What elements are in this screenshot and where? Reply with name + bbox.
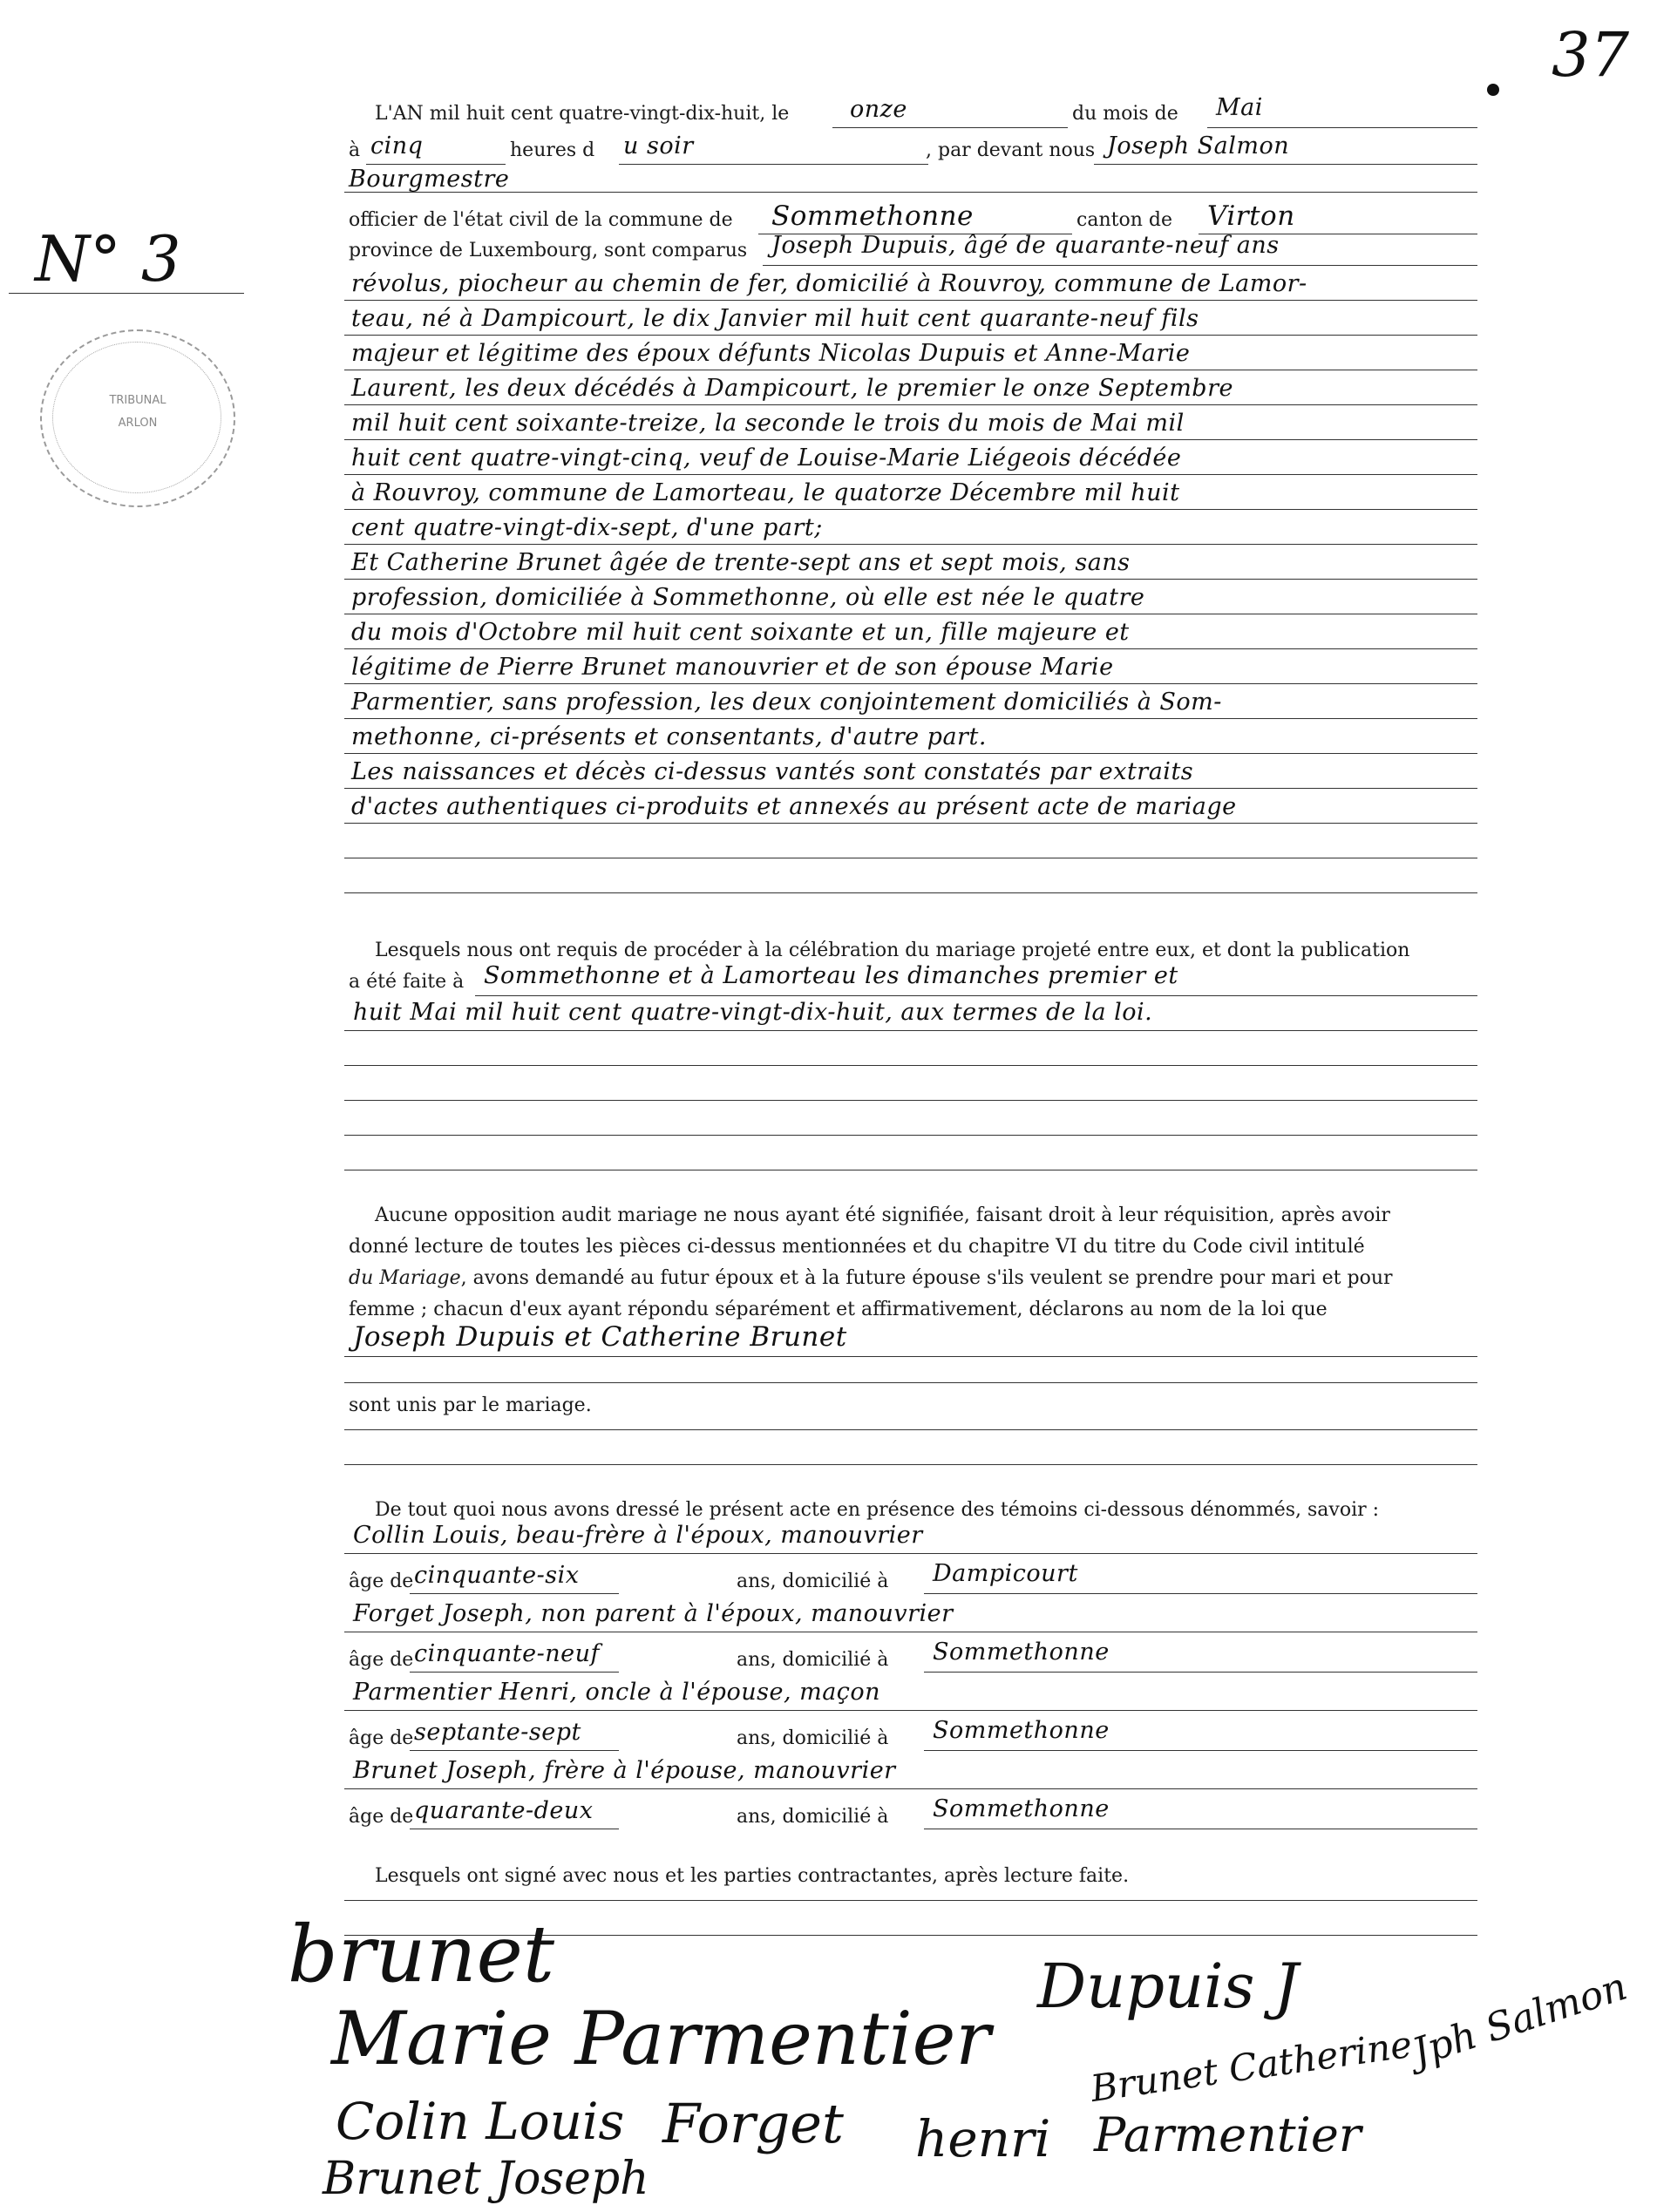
opposition-mariage-title: du Mariage — [349, 1267, 461, 1289]
intro-commune: Sommethonne — [771, 200, 974, 232]
signature-brunet-catherine: Brunet Catherine — [1088, 2022, 1415, 2110]
witness-4-age-label: âge de — [349, 1806, 414, 1828]
opposition-text-2: donné lecture de toutes les pièces ci-dessus mentionnées et du chapitre VI du titre du Code civil intitulé — [349, 1236, 1365, 1258]
witness-2-name: Forget Joseph, non parent à l'époux, manouvrier — [353, 1600, 954, 1627]
parties-line: methonne, ci-présents et consentants, d'autre part. — [351, 723, 987, 750]
signature-dupuis: Dupuis J — [1037, 1951, 1299, 2022]
closing-text: Lesquels ont signé avec nous et les parties contractantes, après lecture faite. — [375, 1865, 1130, 1887]
ink-mark — [1487, 84, 1499, 96]
opposition-text-1: Aucune opposition audit mariage ne nous ayant été signifiée, faisant droit à leur réquisition, après avoir — [375, 1204, 1390, 1226]
parties-line: légitime de Pierre Brunet manouvrier et de son épouse Marie — [351, 654, 1114, 681]
parties-line: majeur et légitime des époux défunts Nicolas Dupuis et Anne-Marie — [351, 340, 1191, 367]
intro-month: Mai — [1216, 94, 1263, 121]
seal-text-bottom: ARLON — [118, 417, 158, 430]
publication-dates: huit Mai mil huit cent quatre-vingt-dix-huit, aux termes de la loi. — [353, 999, 1153, 1026]
signature-colin-louis: Colin Louis — [336, 2092, 625, 2151]
signature-marie-parmentier: Marie Parmentier — [331, 1996, 991, 2081]
intro-officer: Joseph Salmon — [1107, 132, 1290, 159]
publication-places: Sommethonne et à Lamorteau les dimanches premier et — [484, 962, 1178, 989]
official-seal — [40, 329, 235, 507]
act-number: N° 3 — [35, 222, 181, 295]
witness-4-place: Sommethonne — [933, 1795, 1110, 1822]
seal-text-top: TRIBUNAL — [109, 394, 166, 407]
page-number-mark: 37 — [1552, 19, 1630, 91]
parties-line: cent quatre-vingt-dix-sept, d'une part; — [351, 514, 823, 541]
intro-groom: Joseph Dupuis, âgé de quarante-neuf ans — [771, 232, 1280, 259]
parties-line: révolus, piocheur au chemin de fer, domicilié à Rouvroy, commune de Lamor- — [351, 270, 1307, 297]
witness-3-place: Sommethonne — [933, 1717, 1110, 1744]
parties-line: huit cent quatre-vingt-cinq, veuf de Louise-Marie Liégeois décédée — [351, 444, 1182, 472]
signature-brunet: brunet — [288, 1909, 554, 2000]
witness-1-age: cinquante-six — [414, 1562, 580, 1589]
parties-line: Parmentier, sans profession, les deux conjointement domiciliés à Som- — [351, 689, 1222, 716]
publication-text-1: Lesquels nous ont requis de procéder à la célébration du mariage projeté entre eux, et dont la publication — [375, 940, 1410, 961]
parties-line: à Rouvroy, commune de Lamorteau, le quatorze Décembre mil huit — [351, 479, 1180, 506]
witness-2-ans-label: ans, domicilié à — [737, 1649, 889, 1671]
intro-text-2: du mois de — [1072, 103, 1178, 125]
signature-brunet-joseph: Brunet Joseph — [323, 2153, 649, 2205]
witness-1-name: Collin Louis, beau-frère à l'époux, manouvrier — [353, 1522, 923, 1549]
intro-text-3: à — [349, 139, 361, 161]
witness-1-ans-label: ans, domicilié à — [737, 1571, 889, 1592]
intro-text-1: L'AN mil huit cent quatre-vingt-dix-huit, le — [375, 103, 790, 125]
signature-henri: henri — [915, 2109, 1051, 2168]
witness-4-ans-label: ans, domicilié à — [737, 1806, 889, 1828]
parties-line: Et Catherine Brunet âgée de trente-sept ans et sept mois, sans — [351, 549, 1131, 576]
witness-3-age-label: âge de — [349, 1727, 414, 1749]
opposition-text-4: femme ; chacun d'eux ayant répondu séparément et affirmativement, déclarons au nom de la loi que — [349, 1299, 1328, 1320]
intro-text-6: officier de l'état civil de la commune de — [349, 209, 733, 231]
intro-text-5: , par devant nous — [926, 139, 1096, 161]
witness-4-age: quarante-deux — [414, 1797, 594, 1824]
witness-3-name: Parmentier Henri, oncle à l'épouse, maçon — [353, 1679, 881, 1706]
intro-text-4: heures d — [510, 139, 595, 161]
intro-text-8: province de Luxembourg, sont comparus — [349, 240, 748, 261]
publication-text-2: a été faite à — [349, 971, 465, 993]
witnesses-intro: De tout quoi nous avons dressé le présent acte en présence des témoins ci-dessous dénommés, savoir : — [375, 1499, 1380, 1521]
witness-2-age: cinquante-neuf — [414, 1640, 601, 1667]
witness-3-age: septante-sept — [414, 1719, 581, 1746]
witness-4-name: Brunet Joseph, frère à l'épouse, manouvrier — [353, 1757, 896, 1784]
witness-1-age-label: âge de — [349, 1571, 414, 1592]
signature-forget: Forget — [662, 2092, 844, 2155]
parties-line: du mois d'Octobre mil huit cent soixante et un, fille majeure et — [351, 619, 1130, 646]
parties-line: Laurent, les deux décédés à Dampicourt, le premier le onze Septembre — [351, 375, 1233, 402]
signature-salmon: Jph Salmon — [1407, 1964, 1633, 2075]
parties-line: profession, domiciliée à Sommethonne, où elle est née le quatre — [351, 584, 1145, 611]
intro-hour: cinq — [370, 132, 424, 159]
united-text: sont unis par le mariage. — [349, 1394, 592, 1416]
signature-parmentier: Parmentier — [1094, 2107, 1362, 2162]
witness-2-age-label: âge de — [349, 1649, 414, 1671]
parties-line: teau, né à Dampicourt, le dix Janvier mil huit cent quarante-neuf fils — [351, 305, 1199, 332]
intro-time: u soir — [623, 132, 694, 159]
act-number-underline — [9, 293, 244, 294]
witness-1-place: Dampicourt — [933, 1560, 1078, 1587]
parties-line: d'actes authentiques ci-produits et annexés au présent acte de mariage — [351, 793, 1237, 820]
opposition-text-3 — [349, 1267, 1393, 1289]
intro-canton: Virton — [1207, 200, 1295, 232]
opposition-text-3b: , avons demandé au futur époux et à la future épouse s'ils veulent se prendre pour mari et pour — [460, 1267, 1393, 1289]
witness-2-place: Sommethonne — [933, 1639, 1110, 1666]
parties-line: Les naissances et décès ci-dessus vantés sont constatés par extraits — [351, 758, 1194, 785]
spouses-names: Joseph Dupuis et Catherine Brunet — [353, 1321, 847, 1353]
intro-day: onze — [850, 96, 907, 123]
intro-officer-title: Bourgmestre — [349, 166, 510, 193]
witness-3-ans-label: ans, domicilié à — [737, 1727, 889, 1749]
intro-text-7: canton de — [1076, 209, 1172, 231]
parties-line: mil huit cent soixante-treize, la seconde le trois du mois de Mai mil — [351, 410, 1185, 437]
